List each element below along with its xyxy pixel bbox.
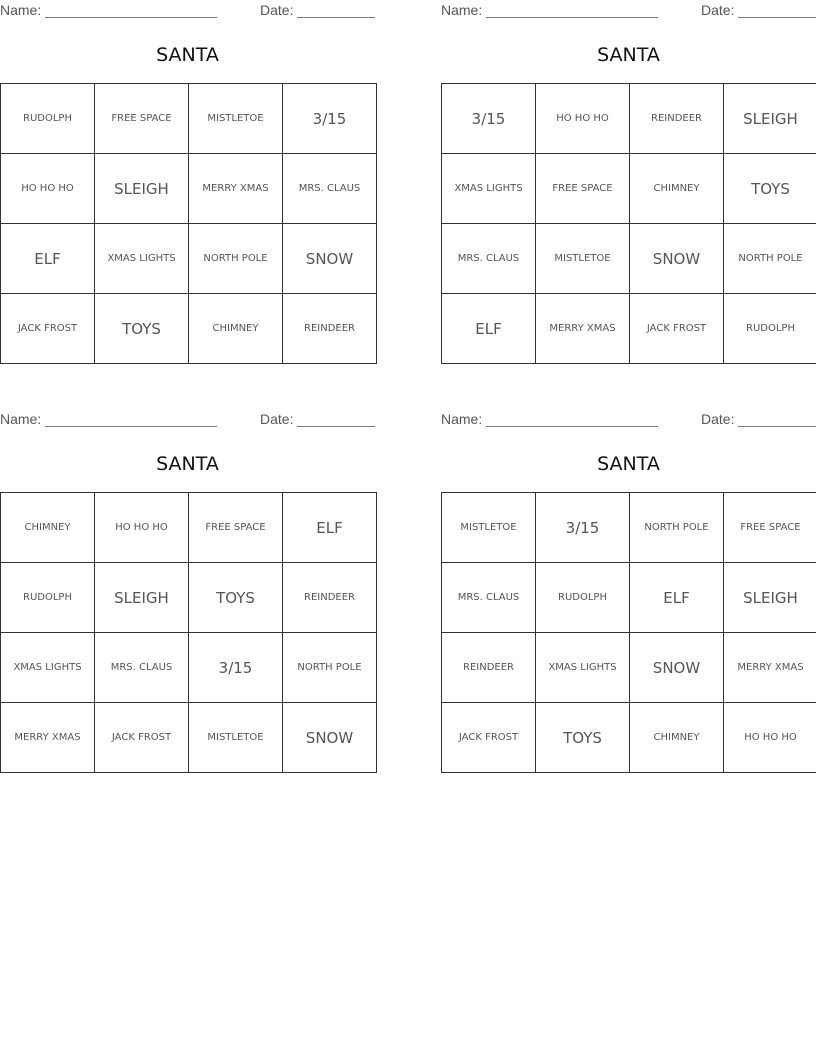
date-label: Date: — [260, 411, 294, 427]
bingo-cell[interactable]: RUDOLPH — [724, 294, 816, 364]
bingo-cell[interactable]: NORTH POLE — [283, 633, 377, 703]
bingo-card — [0, 409, 376, 747]
bingo-cell[interactable]: SNOW — [283, 224, 377, 294]
bingo-cell[interactable]: CHIMNEY — [630, 154, 724, 224]
bingo-cell[interactable]: CHIMNEY — [189, 294, 283, 364]
bingo-card — [0, 0, 376, 338]
bingo-cell[interactable]: JACK FROST — [442, 703, 536, 773]
bingo-cell[interactable]: HO HO HO — [95, 493, 189, 563]
bingo-cell[interactable]: NORTH POLE — [724, 224, 816, 294]
bingo-cell[interactable]: TOYS — [95, 294, 189, 364]
bingo-grid — [0, 492, 377, 773]
card-title: SANTA — [156, 453, 219, 475]
bingo-cell[interactable]: MRS. CLAUS — [442, 224, 536, 294]
name-field[interactable] — [486, 17, 658, 18]
bingo-cell[interactable]: HO HO HO — [724, 703, 816, 773]
name-field[interactable] — [45, 426, 217, 427]
bingo-cell[interactable]: SLEIGH — [95, 154, 189, 224]
bingo-cell[interactable]: CHIMNEY — [630, 703, 724, 773]
bingo-cell[interactable]: RUDOLPH — [1, 563, 95, 633]
bingo-cell[interactable]: JACK FROST — [95, 703, 189, 773]
bingo-cell[interactable]: NORTH POLE — [189, 224, 283, 294]
name-date-header — [441, 0, 816, 22]
bingo-cell[interactable]: TOYS — [724, 154, 816, 224]
date-field[interactable] — [738, 17, 816, 18]
bingo-cell[interactable]: ELF — [630, 563, 724, 633]
date-label: Date: — [701, 2, 735, 18]
bingo-grid — [441, 83, 816, 364]
bingo-cell[interactable]: REINDEER — [283, 294, 377, 364]
bingo-cell[interactable]: XMAS LIGHTS — [1, 633, 95, 703]
bingo-cell[interactable]: SLEIGH — [724, 563, 816, 633]
grid-row — [442, 154, 816, 224]
name-label: Name: — [0, 2, 42, 18]
bingo-cell[interactable]: MRS. CLAUS — [283, 154, 377, 224]
grid-row — [1, 493, 377, 563]
bingo-cell[interactable]: MISTLETOE — [536, 224, 630, 294]
bingo-cell[interactable]: SNOW — [630, 633, 724, 703]
bingo-cell[interactable]: REINDEER — [283, 563, 377, 633]
date-field[interactable] — [297, 17, 375, 18]
bingo-cell[interactable]: HO HO HO — [1, 154, 95, 224]
grid-row — [1, 84, 377, 154]
bingo-cell[interactable]: RUDOLPH — [536, 563, 630, 633]
grid-row — [1, 633, 377, 703]
bingo-cell[interactable]: JACK FROST — [630, 294, 724, 364]
bingo-cell[interactable]: FREE SPACE — [95, 84, 189, 154]
bingo-cell[interactable]: SNOW — [283, 703, 377, 773]
bingo-cell[interactable]: TOYS — [189, 563, 283, 633]
bingo-grid — [0, 83, 377, 364]
bingo-cell[interactable]: REINDEER — [442, 633, 536, 703]
grid-row — [442, 633, 816, 703]
bingo-card — [441, 409, 816, 747]
date-label: Date: — [260, 2, 294, 18]
name-date-header — [0, 0, 376, 22]
grid-row — [1, 294, 377, 364]
bingo-cell[interactable]: RUDOLPH — [1, 84, 95, 154]
bingo-cell[interactable]: XMAS LIGHTS — [442, 154, 536, 224]
card-title: SANTA — [597, 453, 660, 475]
bingo-cell[interactable]: ELF — [442, 294, 536, 364]
bingo-cell[interactable]: 3/15 — [283, 84, 377, 154]
grid-row — [442, 493, 816, 563]
grid-row — [442, 563, 816, 633]
bingo-cell[interactable]: SLEIGH — [724, 84, 816, 154]
name-field[interactable] — [45, 17, 217, 18]
bingo-cell[interactable]: FREE SPACE — [536, 154, 630, 224]
bingo-cell[interactable]: JACK FROST — [1, 294, 95, 364]
name-date-header — [0, 409, 376, 431]
date-label: Date: — [701, 411, 735, 427]
grid-row — [1, 224, 377, 294]
bingo-cell[interactable]: XMAS LIGHTS — [536, 633, 630, 703]
bingo-cell[interactable]: TOYS — [536, 703, 630, 773]
date-field[interactable] — [297, 426, 375, 427]
grid-row — [442, 84, 816, 154]
bingo-cell[interactable]: 3/15 — [442, 84, 536, 154]
name-field[interactable] — [486, 426, 658, 427]
card-title: SANTA — [597, 44, 660, 66]
bingo-cell[interactable]: SNOW — [630, 224, 724, 294]
name-label: Name: — [0, 411, 42, 427]
bingo-cell[interactable]: MISTLETOE — [189, 84, 283, 154]
bingo-card — [441, 0, 816, 338]
bingo-grid — [441, 492, 816, 773]
bingo-cell[interactable]: MERRY XMAS — [536, 294, 630, 364]
bingo-cell[interactable]: SLEIGH — [95, 563, 189, 633]
bingo-cell[interactable]: HO HO HO — [536, 84, 630, 154]
grid-row — [442, 294, 816, 364]
bingo-cell[interactable]: REINDEER — [630, 84, 724, 154]
card-title: SANTA — [156, 44, 219, 66]
bingo-cell[interactable]: NORTH POLE — [630, 493, 724, 563]
name-date-header — [441, 409, 816, 431]
grid-row — [1, 703, 377, 773]
grid-row — [1, 563, 377, 633]
bingo-cell[interactable]: MISTLETOE — [189, 703, 283, 773]
bingo-cell[interactable]: ELF — [1, 224, 95, 294]
grid-row — [1, 154, 377, 224]
bingo-cell[interactable]: FREE SPACE — [189, 493, 283, 563]
bingo-cell[interactable]: FREE SPACE — [724, 493, 816, 563]
name-label: Name: — [441, 411, 483, 427]
bingo-cell[interactable]: MRS. CLAUS — [442, 563, 536, 633]
bingo-cell[interactable]: CHIMNEY — [1, 493, 95, 563]
name-label: Name: — [441, 2, 483, 18]
bingo-cell[interactable]: 3/15 — [536, 493, 630, 563]
bingo-cell[interactable]: 3/15 — [189, 633, 283, 703]
grid-row — [442, 224, 816, 294]
bingo-cell[interactable]: ELF — [283, 493, 377, 563]
bingo-cell[interactable]: MISTLETOE — [442, 493, 536, 563]
bingo-cell[interactable]: MRS. CLAUS — [95, 633, 189, 703]
bingo-cell[interactable]: MERRY XMAS — [189, 154, 283, 224]
date-field[interactable] — [738, 426, 816, 427]
grid-row — [442, 703, 816, 773]
bingo-cell[interactable]: MERRY XMAS — [724, 633, 816, 703]
bingo-cell[interactable]: MERRY XMAS — [1, 703, 95, 773]
bingo-cell[interactable]: XMAS LIGHTS — [95, 224, 189, 294]
